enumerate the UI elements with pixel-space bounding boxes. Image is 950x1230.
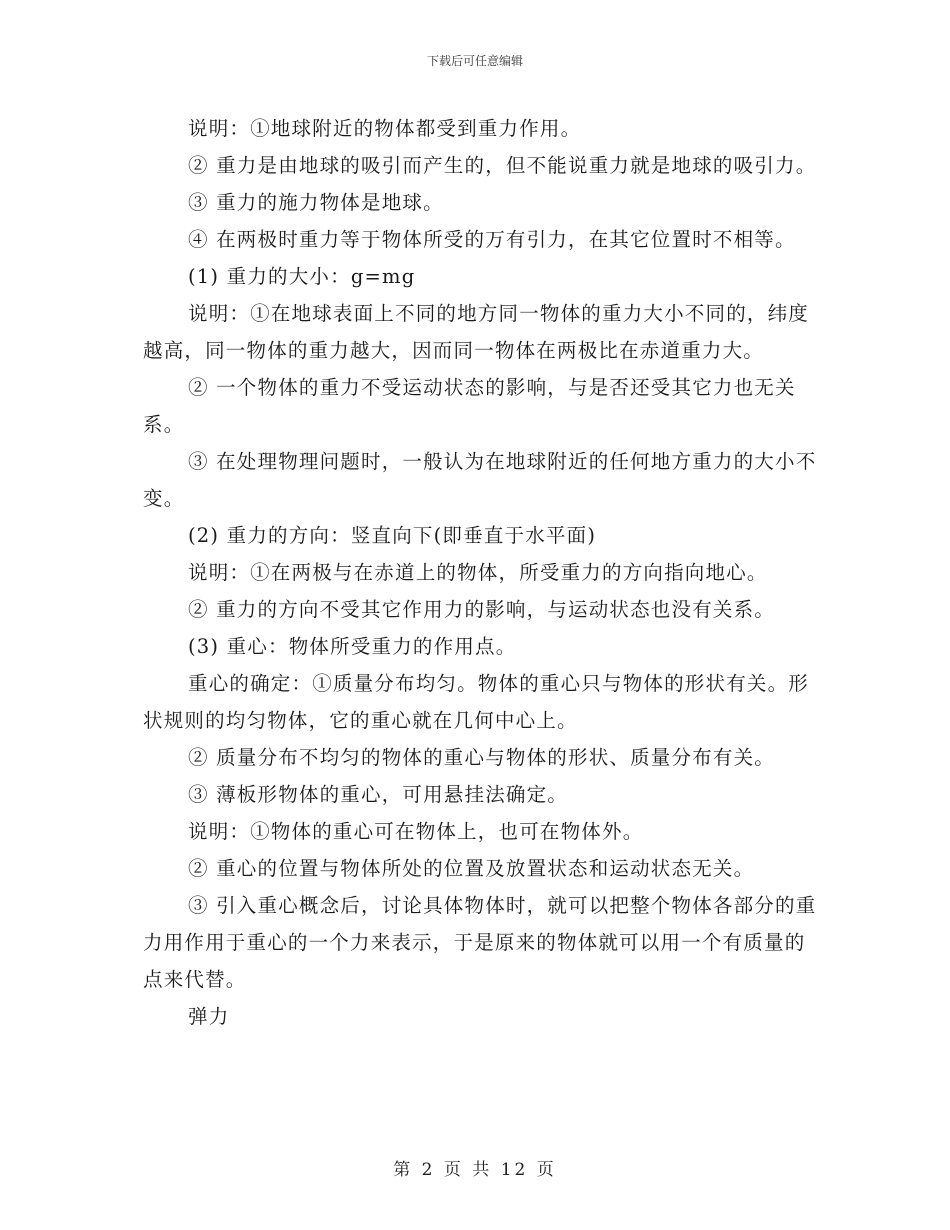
paragraph-18: ③ 引入重心概念后，讨论具体物体时，就可以把整个物体各部分的重力用作用于重心的一个力来表示，于是原来的物体就可以用一个有质量的点来代替。	[143, 894, 817, 991]
paragraph-11: ② 重力的方向不受其它作用力的影响，与运动状态也没有关系。	[188, 598, 775, 621]
paragraph-8: ③ 在处理物理问题时，一般认为在地球附近的任何地方重力的大小不变。	[143, 450, 817, 510]
paragraph-12: (3) 重心：物体所受重力的作用点。	[188, 635, 517, 658]
paragraph-9: (2) 重力的方向：竖直向下(即垂直于水平面)	[188, 524, 597, 547]
paragraph-14: ② 质量分布不均匀的物体的重心与物体的形状、质量分布有关。	[188, 746, 775, 769]
document-body	[143, 110, 818, 1035]
paragraph-5: (1) 重力的大小：g=mg	[188, 265, 416, 288]
section-heading-elastic-force: 弹力	[188, 1005, 230, 1028]
page-header: 下载后可任意编辑	[426, 54, 523, 68]
paragraph-3: ③ 重力的施力物体是地球。	[188, 191, 444, 214]
paragraph-6: 说明：①在地球表面上不同的地方同一物体的重力大小不同的，纬度越高，同一物体的重力越大，因而同一物体在两极比在赤道重力大。	[143, 302, 810, 362]
paragraph-15: ③ 薄板形物体的重心，可用悬挂法确定。	[188, 783, 568, 806]
page-number: 第 2 页 共 12 页	[393, 1160, 557, 1180]
paragraph-2: ② 重力是由地球的吸引而产生的，但不能说重力就是地球的吸引力。	[188, 154, 817, 177]
paragraph-13: 重心的确定：①质量分布均匀。物体的重心只与物体的形状有关。形状规则的均匀物体，它的重心就在几何中心上。	[143, 672, 810, 732]
paragraph-1: 说明：①地球附近的物体都受到重力作用。	[188, 117, 582, 140]
paragraph-4: ④ 在两极时重力等于物体所受的万有引力，在其它位置时不相等。	[188, 228, 796, 251]
paragraph-17: ② 重心的位置与物体所处的位置及放置状态和运动状态无关。	[188, 857, 755, 880]
paragraph-7: ② 一个物体的重力不受运动状态的影响，与是否还受其它力也无关系。	[143, 376, 796, 436]
paragraph-10: 说明：①在两极与在赤道上的物体，所受重力的方向指向地心。	[188, 561, 768, 584]
paragraph-16: 说明：①物体的重心可在物体上，也可在物体外。	[188, 820, 644, 843]
